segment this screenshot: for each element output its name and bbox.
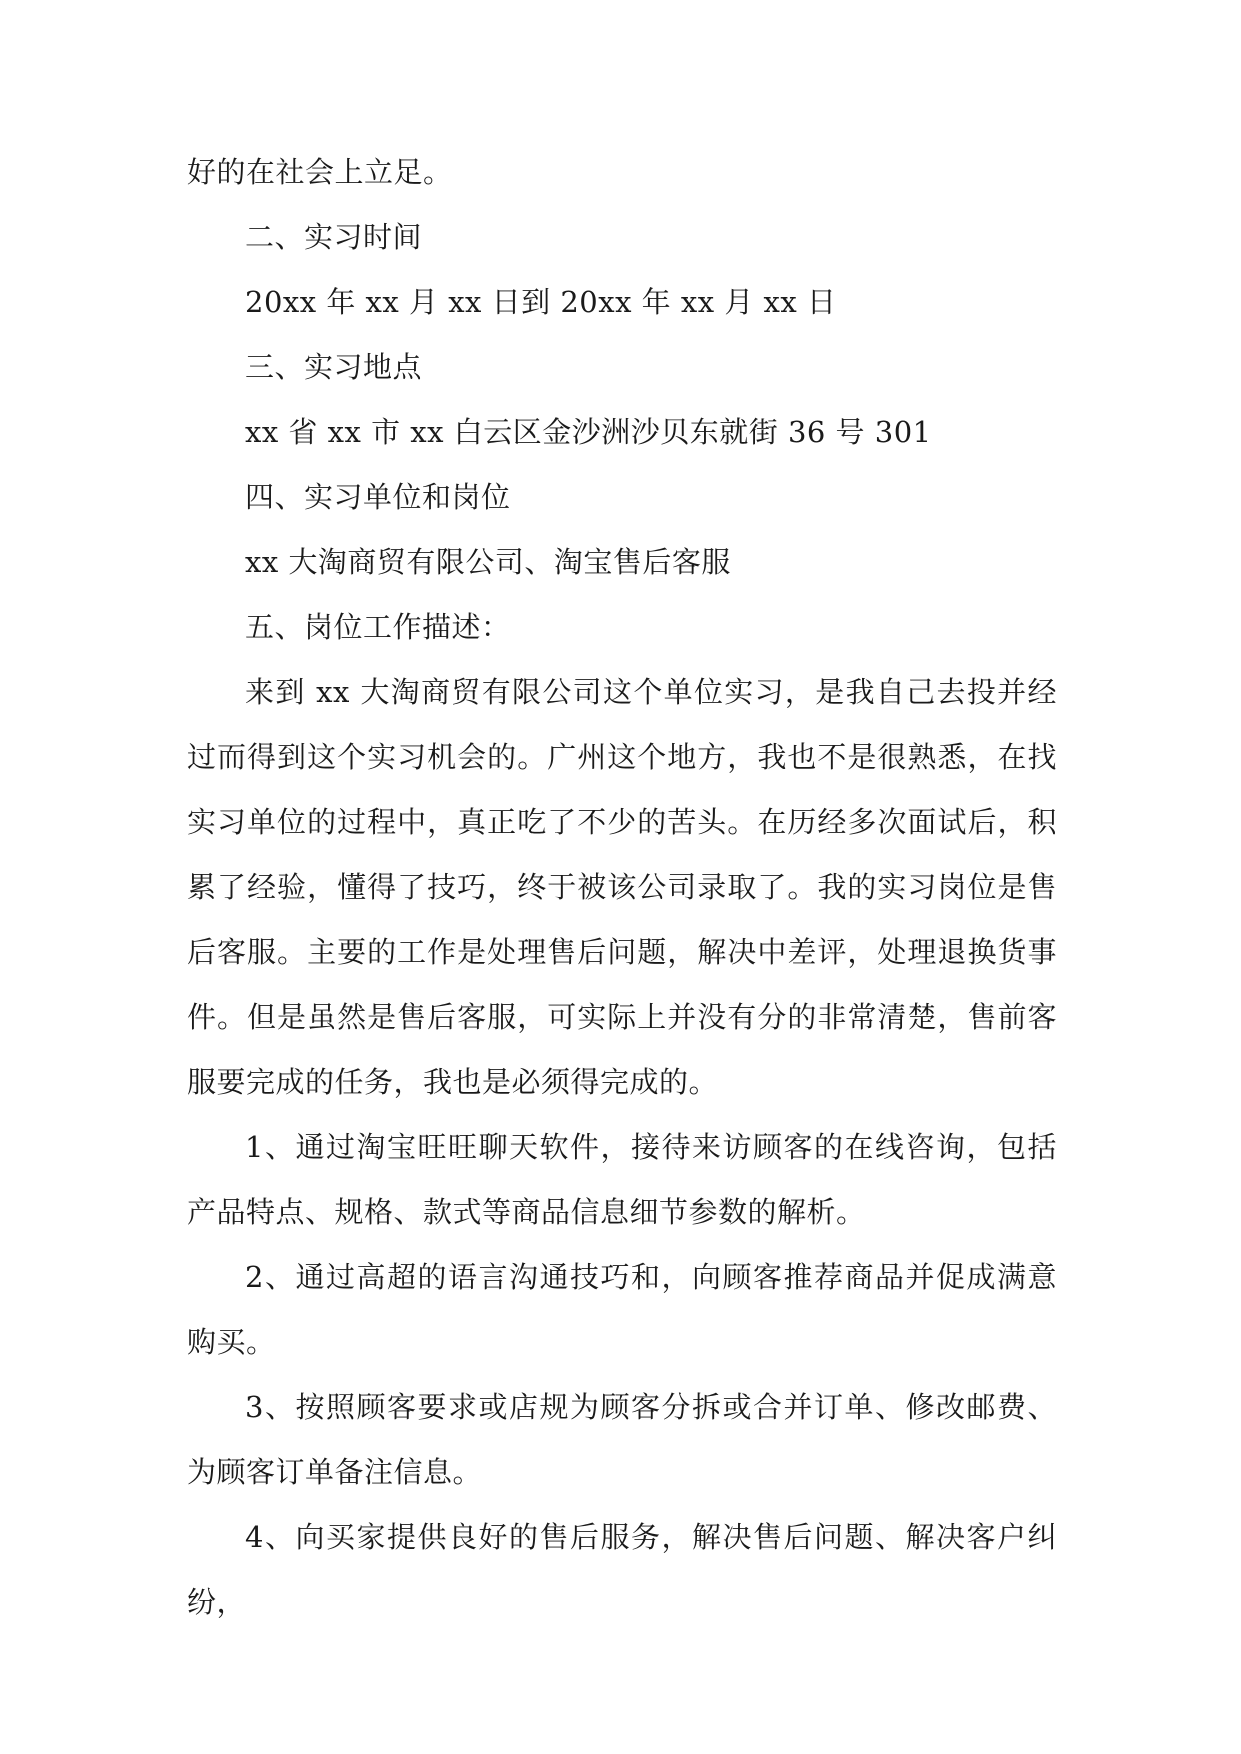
section-heading-unit-and-position: 四、实习单位和岗位 — [245, 480, 511, 514]
unit-and-position-value: xx 大淘商贸有限公司、淘宝售后客服 — [245, 545, 731, 579]
paragraph-continuation: 好的在社会上立足。 — [187, 155, 453, 189]
internship-time-value: 20xx 年 xx 月 xx 日到 20xx 年 xx 月 xx 日 — [245, 285, 837, 319]
section-heading-internship-location: 三、实习地点 — [245, 350, 423, 384]
duty-item-4: 4、向买家提供良好的售后服务，解决售后问题、解决客户纠纷， — [187, 1520, 1057, 1619]
duty-item-2: 2、通过高超的语言沟通技巧和，向顾客推荐商品并促成满意购买。 — [187, 1260, 1057, 1359]
document-body — [187, 140, 1057, 1635]
duty-item-1: 1、通过淘宝旺旺聊天软件，接待来访顾客的在线咨询，包括产品特点、规格、款式等商品信息细节参数的解析。 — [187, 1130, 1057, 1229]
duty-item-3: 3、按照顾客要求或店规为顾客分拆或合并订单、修改邮费、为顾客订单备注信息。 — [187, 1390, 1057, 1489]
job-description-paragraph: 来到 xx 大淘商贸有限公司这个单位实习，是我自己去投并经过而得到这个实习机会的。广州这个地方，我也不是很熟悉，在找实习单位的过程中，真正吃了不少的苦头。在历经多次面试后，积累了经验，懂得了技巧，终于被该公司录取了。我的实习岗位是售后客服。主要的工作是处理售后问题，解决中差评，处理退换货事件。但是虽然是售后客服，可实际上并没有分的非常清楚，售前客服要完成的任务，我也是必须得完成的。 — [187, 675, 1057, 1099]
section-heading-job-description: 五、岗位工作描述： — [245, 610, 511, 644]
section-heading-internship-time: 二、实习时间 — [245, 220, 423, 254]
internship-location-value: xx 省 xx 市 xx 白云区金沙洲沙贝东就街 36 号 301 — [245, 415, 932, 449]
